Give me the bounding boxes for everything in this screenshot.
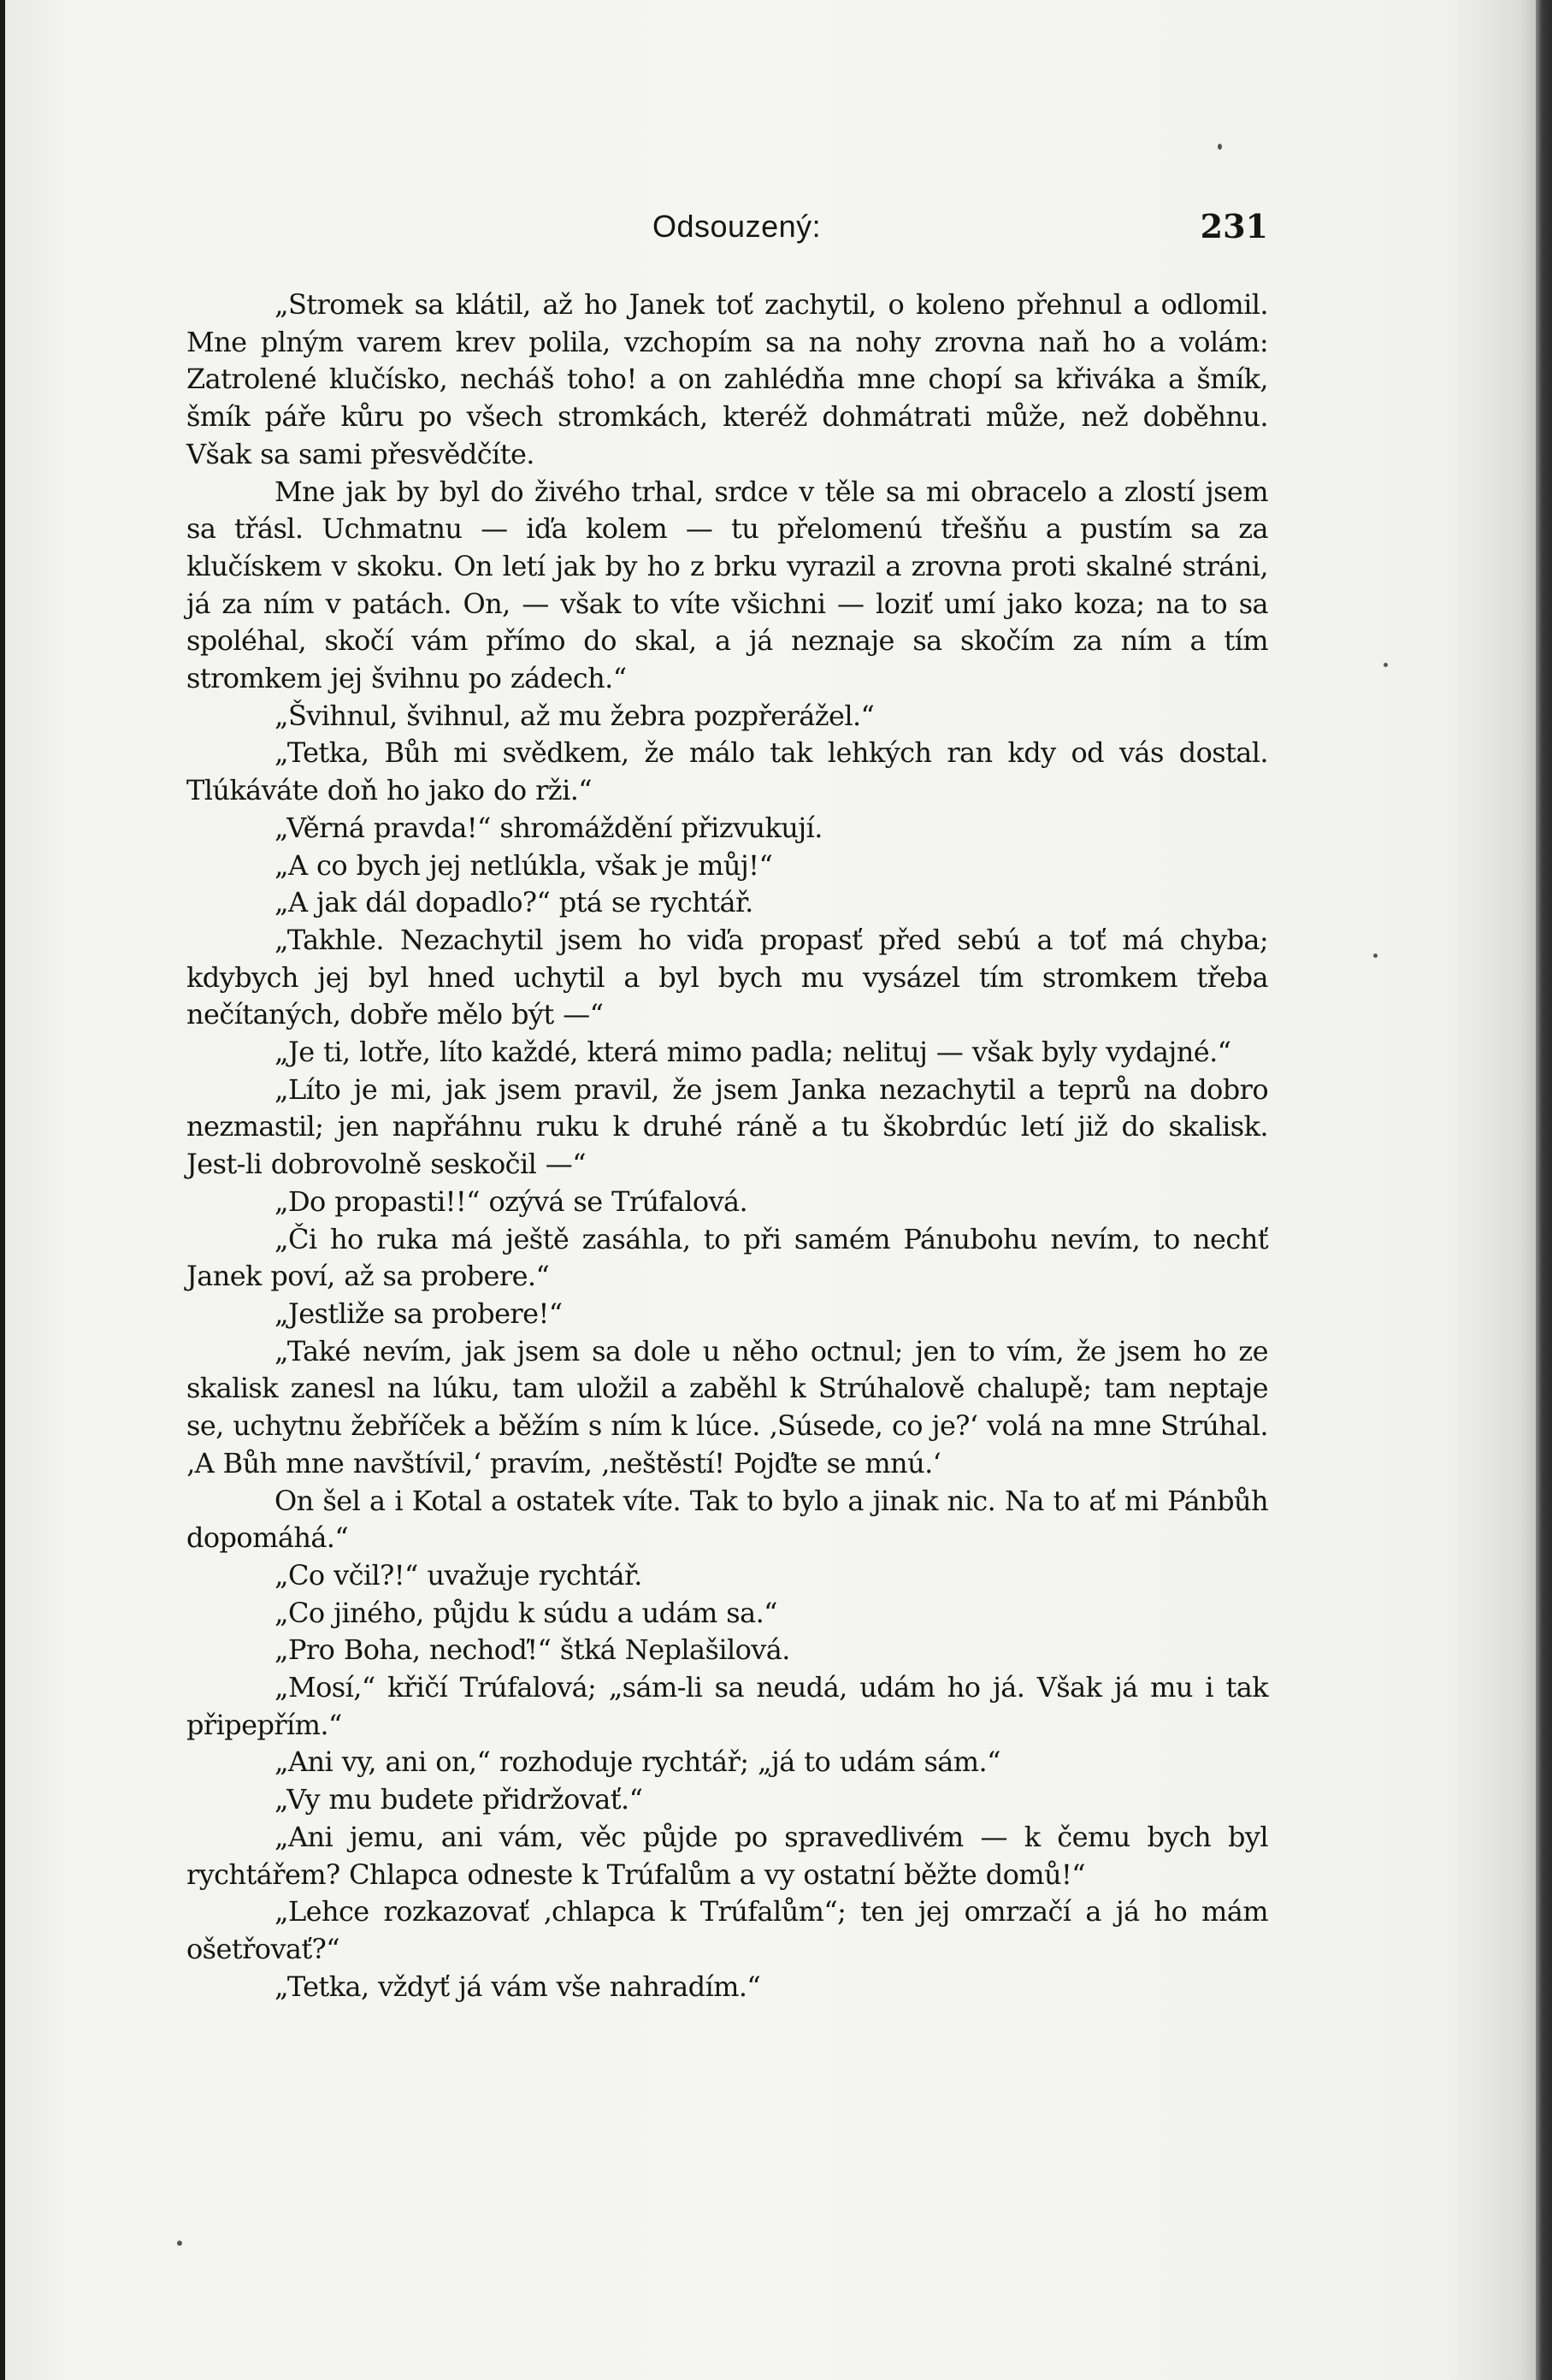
paragraph: „Také nevím, jak jsem sa dole u něho octnul; jen to vím, že jsem ho ze skalisk zanesl na lúku, tam uložil a zaběhl k Strúhalově chalupě; tam neptaje se, uchytnu žebříček a běžím s ním k lúce. ‚Súsede, co je?‘ volá na mne Strúhal. ‚A Bůh mne navštívil,‘ pravím, ‚neštěstí! Pojďte se mnú.‘ (186, 1334, 1268, 1479)
paragraph: „Pro Boha, nechoď!“ štká Neplašilová. (274, 1633, 790, 1667)
paragraph: „Stromek sa klátil, až ho Janek toť zachytil, o koleno přehnul a odlomil. Mne plným varem krev polila, vzchopím sa na nohy zrovna naň ho a volám: Zatrolené klučísko, necháš toho! a on zahlédňa mne chopí sa křiváka a šmík, šmík páře kůru po všech stromkách, kteréž dohmátrati může, než doběhnu. Však sa sami přesvědčíte. (186, 288, 1268, 470)
paragraph: „Věrná pravda!“ shromáždění přizvukují. (274, 811, 823, 844)
running-title: Odsouzený: (652, 209, 822, 244)
paragraph: „Vy mu budete přidržovať.“ (274, 1783, 643, 1816)
paragraph: „Či ho ruka má ještě zasáhla, to při samém Pánubohu nevím, to nechť Janek poví, až sa probere.“ (186, 1222, 1268, 1293)
body-text (186, 286, 1268, 2005)
paragraph: „A co bych jej netlúkla, však je můj!“ (274, 848, 773, 882)
scan-speck (177, 2241, 182, 2246)
paragraph: „A jak dál dopadlo?“ ptá se rychtář. (274, 886, 753, 919)
paragraph: „Co jiného, půjdu k súdu a udám sa.“ (274, 1596, 777, 1629)
paragraph: „Lehce rozkazovať ‚chlapca k Trúfalům“; ten jej omrzačí a já ho mám ošetřovať?“ (186, 1895, 1268, 1965)
paragraph: „Švihnul, švihnul, až mu žebra pozpřerážel.“ (274, 699, 875, 732)
paragraph: „Ani jemu, ani vám, věc půjde po spravedlivém — k čemu bych byl rychtářem? Chlapca odneste k Trúfalům a vy ostatní běžte domů!“ (186, 1820, 1268, 1891)
scan-speck (1373, 954, 1378, 958)
paragraph: „Do propasti!!“ ozývá se Trúfalová. (274, 1184, 748, 1218)
paragraph: Mne jak by byl do živého trhal, srdce v těle sa mi obracelo a zlostí jsem sa třásl. Uchmatnu — iďa kolem — tu přelomenú třešňu a pustím sa za klučískem v skoku. On letí jak by ho z brku vyrazil a zrovna proti skalné stráni, já za ním v patách. On, — však to víte všichni — loziť umí jako koza; na to sa spoléhal, skočí vám přímo do skal, a já neznaje sa skočím za ním a tím stromkem jej švihnu po zádech.“ (186, 475, 1268, 695)
paragraph: „Líto je mi, jak jsem pravil, že jsem Janka nezachytil a teprů na dobro nezmastil; jen napřáhnu ruku k druhé ráně a tu škobrdúc letí již do skalisk. Jest-li dobrovolně seskočil —“ (186, 1072, 1268, 1181)
paragraph: „Takhle. Nezachytil jsem ho viďa propasť před sebú a toť má chyba; kdybych jej byl hned uchytil a byl bych mu vysázel tím stromkem třeba nečítaných, dobře mělo být —“ (186, 923, 1268, 1031)
paragraph: „Tetka, vždyť já vám vše nahradím.“ (274, 1970, 761, 2003)
paragraph: On šel a i Kotal a ostatek víte. Tak to bylo a jinak nic. Na to ať mi Pánbůh dopomáhá.“ (186, 1484, 1268, 1555)
scan-speck (1384, 663, 1388, 667)
scan-border-right (1536, 0, 1552, 2380)
paragraph: „Co včil?!“ uvažuje rychtář. (274, 1558, 642, 1592)
paragraph: „Tetka, Bůh mi svědkem, že málo tak lehkých ran kdy od vás dostal. Tlúkáváte doň ho jako do rži.“ (186, 736, 1268, 807)
paragraph: „Jestliže sa probere!“ (274, 1296, 563, 1330)
page-header (186, 205, 1268, 248)
scan-speck (1218, 144, 1222, 150)
paragraph: „Je ti, lotře, líto každé, která mimo padla; nelituj — však byly vydajné.“ (274, 1036, 1231, 1069)
paragraph: „Ani vy, ani on,“ rozhoduje rychtář; „já to udám sám.“ (274, 1745, 1000, 1779)
page-number: 231 (1200, 207, 1268, 245)
book-page (5, 0, 1536, 2380)
paragraph: „Mosí,“ křičí Trúfalová; „sám-li sa neudá, udám ho já. Však já mu i tak připepřím.“ (186, 1671, 1268, 1741)
